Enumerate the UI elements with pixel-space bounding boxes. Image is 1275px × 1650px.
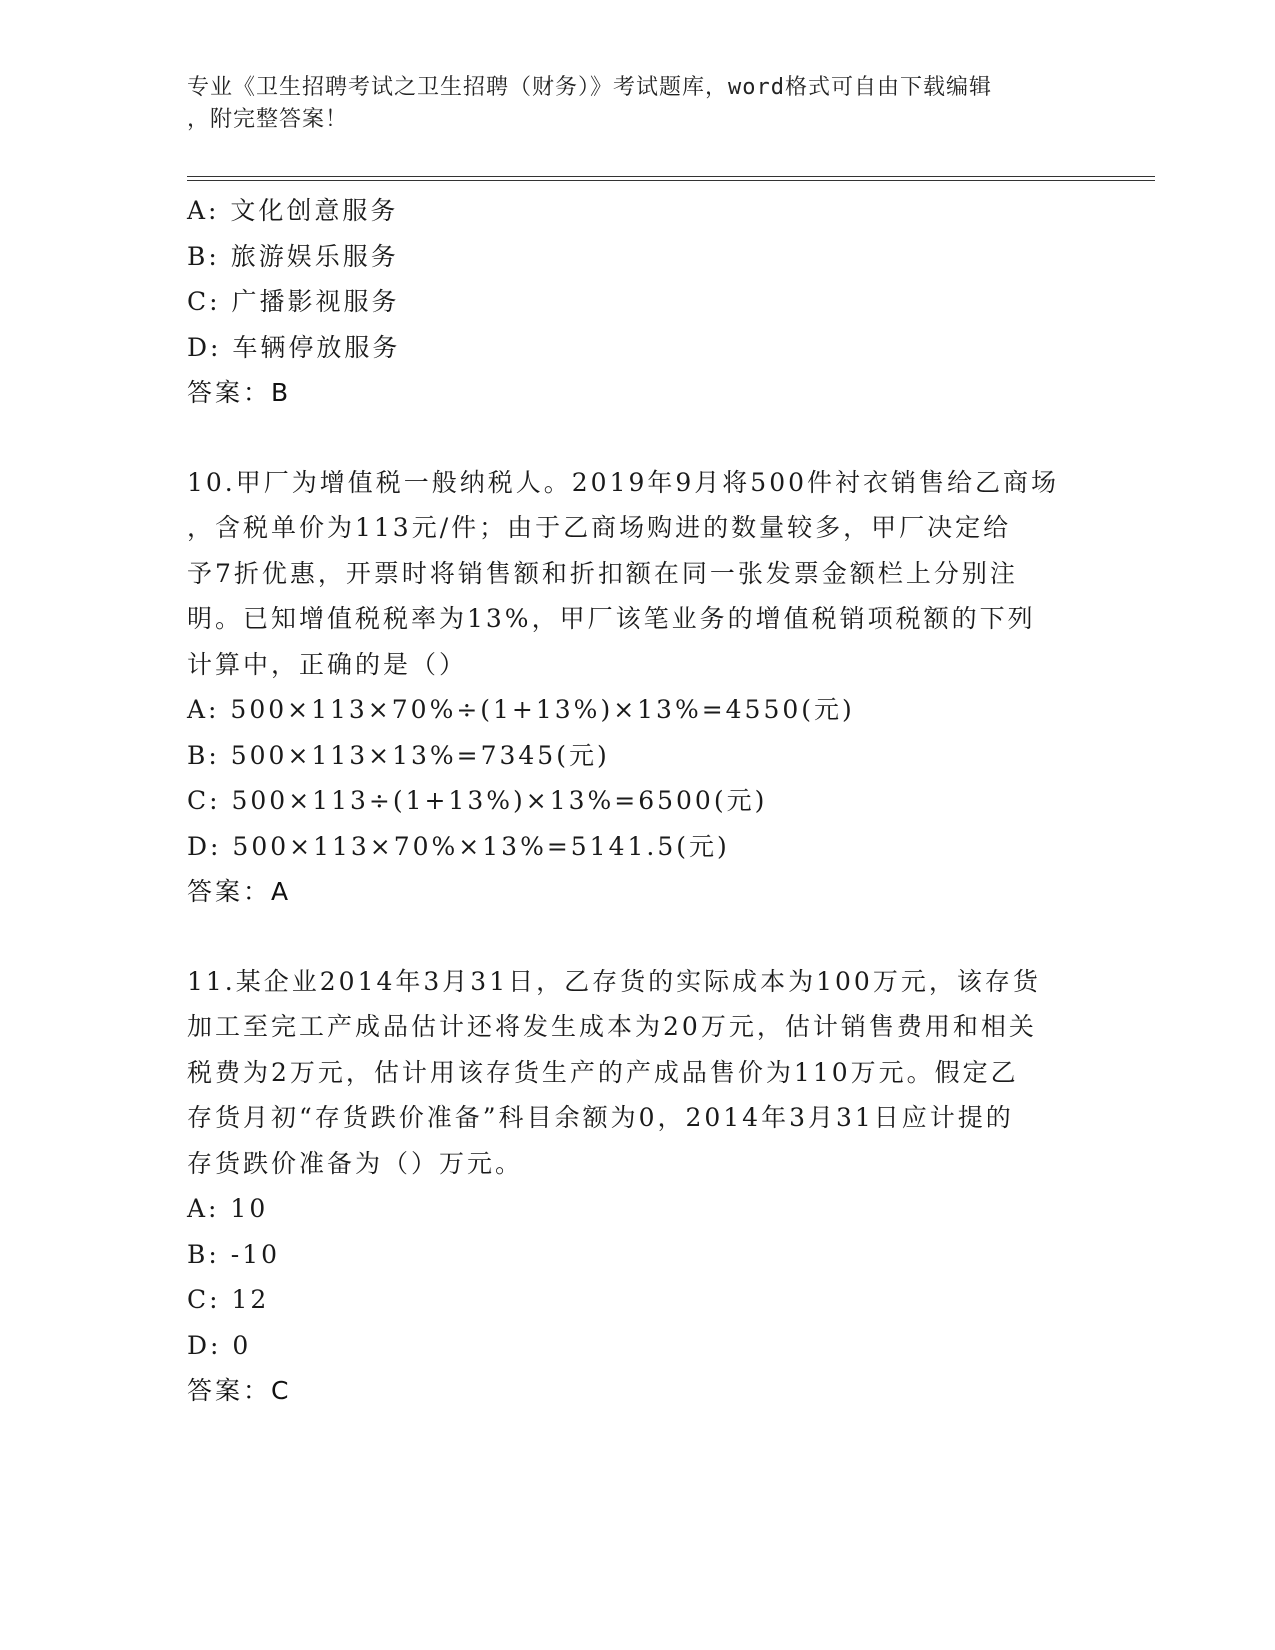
- header-line-2: ，附完整答案！: [187, 107, 349, 132]
- answer-line: 答案：B: [187, 378, 292, 407]
- question-11: [187, 959, 1087, 1414]
- question-stem-line: 明。已知增值税税率为13%，甲厂该笔业务的增值税销项税额的下列: [187, 604, 1036, 633]
- option-d: D: 0: [187, 1330, 252, 1360]
- header-line-1: 专业《卫生招聘考试之卫生招聘（财务）》考试题库，word格式可自由下载编辑: [187, 75, 992, 100]
- question-stem-line: 计算中，正确的是（）: [187, 649, 468, 679]
- option-b: B: -10: [187, 1239, 280, 1269]
- document-body: [187, 188, 1087, 1414]
- option-d: D: 车辆停放服务: [187, 332, 401, 362]
- document-header: [187, 72, 1087, 136]
- option-a: A: 10: [187, 1194, 269, 1223]
- answer-line: 答案：A: [187, 877, 292, 906]
- question-stem-line: 10.甲厂为增值税一般纳税人。2019年9月将500件衬衣销售给乙商场: [187, 467, 1060, 497]
- question-stem-line: 存货月初“存货跌价准备”科目余额为0，2014年3月31日应计提的: [187, 1103, 1014, 1132]
- spacer: [187, 416, 1087, 460]
- option-c: C: 12: [187, 1285, 270, 1314]
- option-b: B: 500×113×13%=7345(元): [187, 740, 610, 770]
- question-10: [187, 460, 1087, 915]
- option-d: D: 500×113×70%×13%=5141.5(元): [187, 831, 730, 861]
- question-stem-line: 11.某企业2014年3月31日，乙存货的实际成本为100万元，该存货: [187, 966, 1041, 996]
- question-stem-line: 税费为2万元，估计用该存货生产的产成品售价为110万元。假定乙: [187, 1057, 1019, 1087]
- question-stem-line: 予7折优惠，开票时将销售额和折扣额在同一张发票金额栏上分别注: [187, 558, 1018, 588]
- option-a: A: 500×113×70%÷(1+13%)×13%=4550(元): [187, 695, 855, 724]
- option-c: C: 广播影视服务: [187, 287, 400, 316]
- spacer: [187, 915, 1087, 959]
- question-stem-line: 加工至完工产成品估计还将发生成本为20万元，估计销售费用和相关: [187, 1012, 1037, 1041]
- option-a: A: 文化创意服务: [187, 196, 399, 225]
- question-stem-line: 存货跌价准备为（）万元。: [187, 1148, 524, 1178]
- option-b: B: 旅游娱乐服务: [187, 241, 399, 271]
- header-divider: [187, 176, 1155, 181]
- option-c: C: 500×113÷(1+13%)×13%=6500(元): [187, 786, 768, 815]
- question-stem-line: ，含税单价为113元/件；由于乙商场购进的数量较多，甲厂决定给: [187, 513, 1012, 542]
- prev-question: [187, 188, 1087, 416]
- answer-line: 答案：C: [187, 1376, 292, 1405]
